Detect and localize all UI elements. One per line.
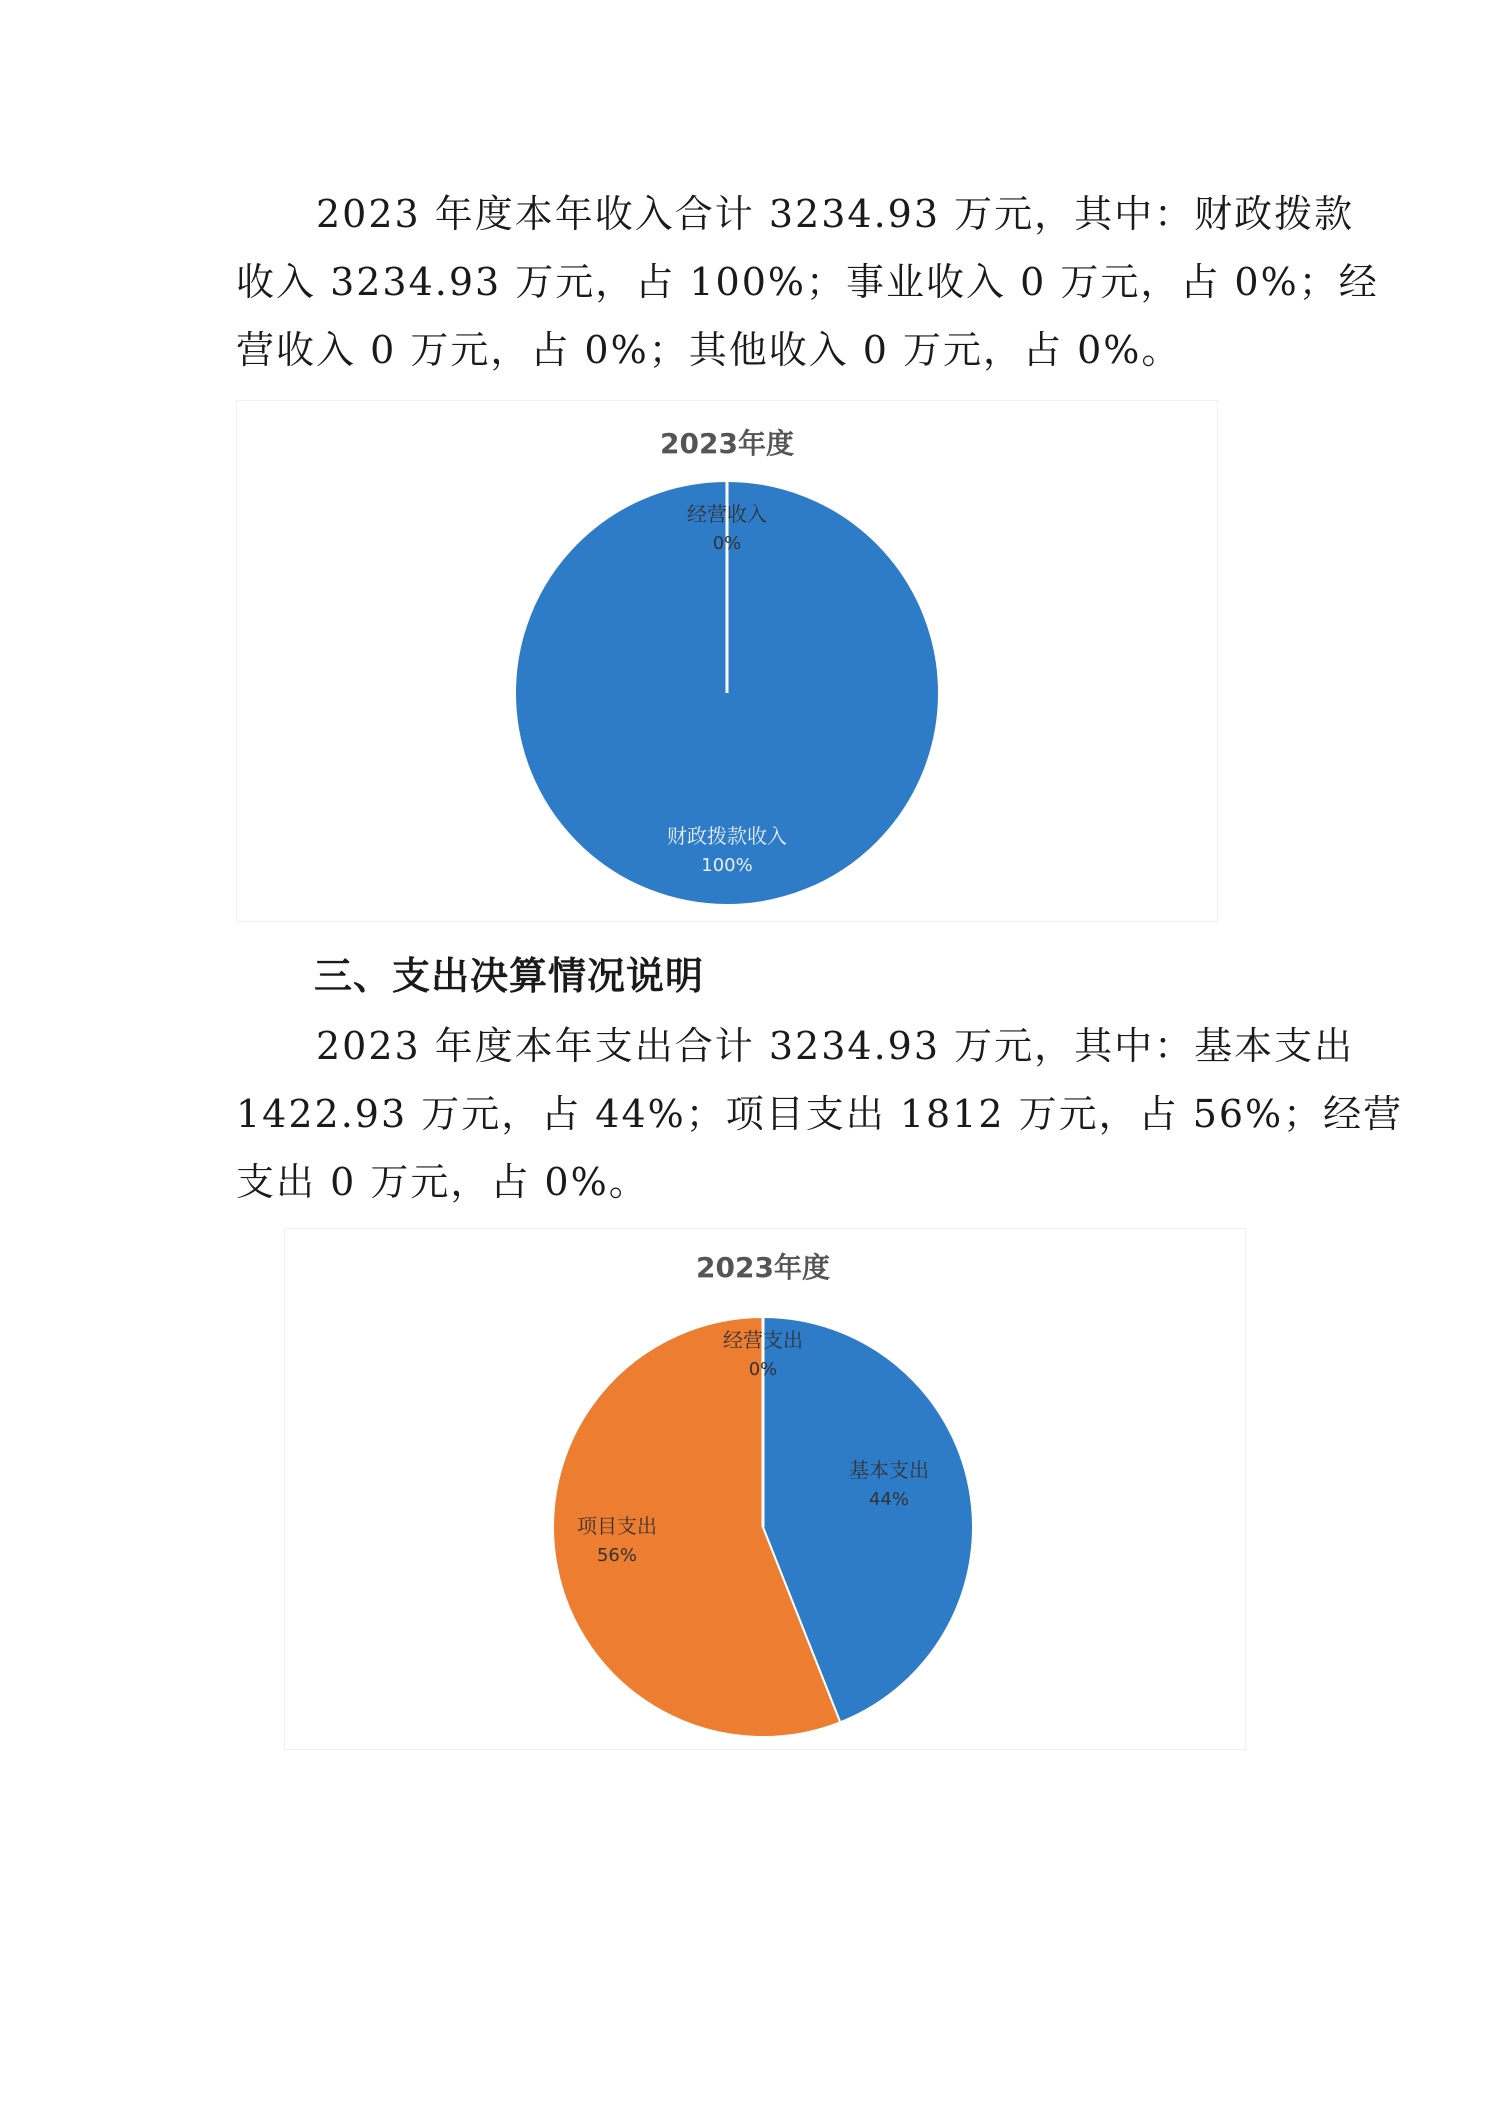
income-chart: [236, 400, 1218, 922]
expense-chart: [284, 1228, 1246, 1750]
income-slice-label-business: 经营收入: [687, 502, 767, 526]
expense-slice-label-project: 项目支出: [577, 1514, 657, 1538]
income-pie-svg: [237, 401, 1217, 921]
expense-slice-label-basic: 基本支出: [849, 1458, 929, 1482]
income-paragraph: [236, 180, 1379, 384]
income-line-3: 营收入 0 万元，占 0%；其他收入 0 万元，占 0%。: [236, 328, 1182, 372]
expense-paragraph: [236, 1012, 1404, 1216]
expense-chart-title: 2023年度: [696, 1251, 830, 1284]
income-chart-title: 2023年度: [660, 427, 794, 460]
expense-line-3: 支出 0 万元，占 0%。: [236, 1160, 649, 1204]
expense-pie-svg: [285, 1229, 1245, 1749]
expense-slice-pct-business: 0%: [748, 1359, 778, 1380]
income-slice-pct-fiscal: 100%: [701, 855, 753, 876]
expense-line-2: 1422.93 万元，占 44%；项目支出 1812 万元，占 56%；经营: [236, 1092, 1404, 1136]
expense-slice-pct-basic: 44%: [868, 1489, 910, 1510]
income-slice-label-fiscal: 财政拨款收入: [667, 824, 787, 848]
expense-slice-label-business: 经营支出: [723, 1328, 803, 1352]
expense-slice-pct-project: 56%: [596, 1545, 638, 1566]
income-slice-pct-business: 0%: [712, 533, 742, 554]
expense-line-1: 2023 年度本年支出合计 3234.93 万元，其中：基本支出: [316, 1024, 1355, 1068]
income-line-2: 收入 3234.93 万元，占 100%；事业收入 0 万元，占 0%；经: [236, 260, 1379, 304]
section-heading: 三、支出决算情况说明: [314, 954, 705, 998]
income-line-1: 2023 年度本年收入合计 3234.93 万元，其中：财政拨款: [316, 192, 1355, 236]
